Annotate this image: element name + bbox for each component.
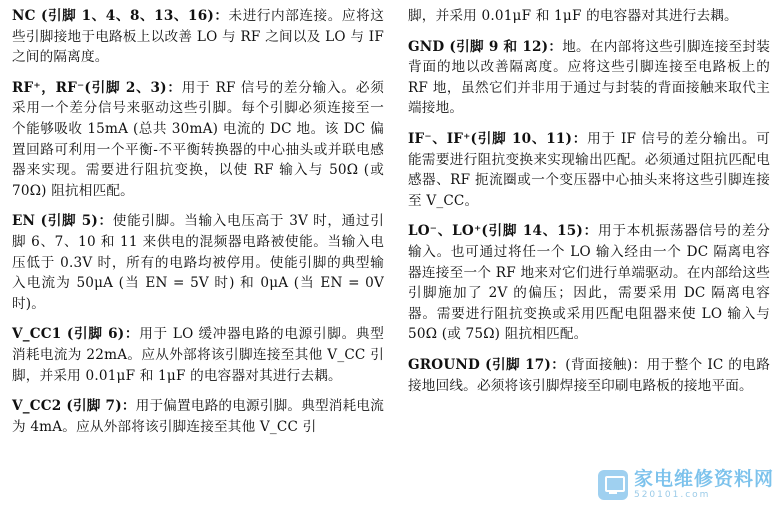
watermark-url: 520101.com (633, 490, 711, 500)
pin-text: 脚，并采用 0.01μF 和 1μF 的电容器对其进行去耦。 (408, 8, 738, 24)
pin-heading: GND (引脚 9 和 12)： (408, 38, 563, 55)
pin-desc-if (408, 129, 770, 211)
right-column (408, 6, 770, 406)
watermark-title: 家电维修资料网 (633, 468, 774, 490)
pin-text: 用于偏置电路的电源引脚。典型消耗电流为 4mA。应从外部将该引脚连接至其他 V_CC 引 (12, 398, 384, 435)
pin-heading: IF⁻、IF⁺(引脚 10、11)： (408, 130, 588, 147)
pin-desc-lo (408, 221, 770, 345)
pin-desc-vcc1 (12, 324, 384, 386)
pin-text: 未进行内部连接。应将这些引脚接地于电路板上以改善 LO 与 RF 之间以及 LO 与 IF 之间的隔离度。 (12, 8, 384, 66)
watermark-text (634, 470, 774, 500)
pin-heading: LO⁻、LO⁺(引脚 14、15)： (408, 223, 599, 240)
pin-desc-nc (12, 6, 384, 68)
pin-heading: GROUND (引脚 17)： (408, 356, 566, 373)
pin-desc-vcc2-cont (408, 6, 770, 27)
pin-heading: V_CC2 (引脚 7)： (12, 398, 136, 415)
tv-icon (598, 470, 628, 500)
pin-heading: V_CC1 (引脚 6)： (12, 326, 140, 343)
pin-desc-rf (12, 78, 384, 202)
pin-heading: NC (引脚 1、4、8、13、16)： (12, 8, 229, 24)
pin-text: 使能引脚。当输入电压高于 3V 时，通过引脚 6、7、10 和 11 来供电的混频器电路被使能。当输入电压低于 0.3V 时，所有的电路均被停用。使能引脚的典型输入电流为 50μA (当 EN = 5V 时) 和 0μA (当 EN = 0V 时)。 (12, 213, 384, 312)
pin-text: 用于本机振荡器信号的差分输入。也可通过将任一个 LO 输入经由一个 DC 隔离电容器连接至一个 RF 地来对它们进行单端驱动。在内部给这些引脚施加了 2V 的偏压；因此，需要采用 DC 隔离电容器。需要进行阻抗变换或采用匹配电阻器来使 LO 输入与 50Ω (或 75Ω) 阻抗相匹配。 (408, 223, 770, 343)
watermark (598, 470, 774, 500)
pin-heading: EN (引脚 5)： (12, 213, 113, 230)
pin-heading: RF⁺，RF⁻(引脚 2、3)： (12, 79, 182, 96)
pin-desc-ground (408, 355, 770, 396)
pin-desc-vcc2 (12, 396, 384, 437)
pin-text: (背面接触)：用于整个 IC 的电路接地回线。必须将该引脚焊接至印刷电路板的接地平面。 (408, 356, 770, 394)
pin-text: 用于 IF 信号的差分输出。可能需要进行阻抗变换来实现输出匹配。必须通过阻抗匹配电感器、RF 扼流圈或一个变压器中心抽头来将这些引脚连接至 V_CC。 (408, 130, 770, 209)
pin-desc-en (12, 211, 384, 314)
left-column (12, 6, 384, 447)
pin-text: 用于 LO 缓冲器电路的电源引脚。典型消耗电流为 22mA。应从外部将该引脚连接至其他 V_CC 引脚，并采用 0.01μF 和 1μF 的电容器对其进行去耦。 (12, 326, 384, 384)
pin-text: 地。在内部将这些引脚连接至封装背面的地以改善隔离度。应将这些引脚连接至电路板上的 RF 地，虽然它们并非用于通过与封装的背面接触来取代主端接地。 (408, 38, 770, 117)
pin-desc-gnd (408, 37, 770, 119)
pin-text: 用于 RF 信号的差分输入。必须采用一个差分信号来驱动这些引脚。每个引脚必须连接至一个能够吸收 15mA (总共 30mA) 电流的 DC 地。该 DC 偏置回路可利用一个平衡-不平衡转换器的中心抽头或并联电感器来实现。需要进行阻抗变换，以使 RF 输入与 50Ω (或 70Ω) 阻抗相匹配。 (12, 79, 384, 199)
